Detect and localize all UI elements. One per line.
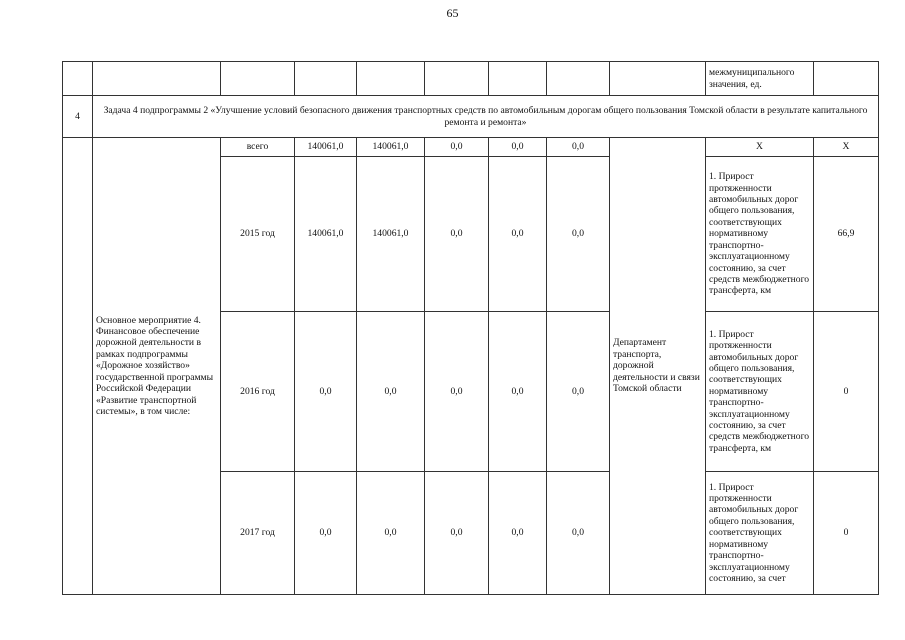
task-number: 4 <box>63 96 93 138</box>
federal: 140061,0 <box>357 157 425 312</box>
cell-empty <box>63 138 93 595</box>
indicator: 1. Прирост протяженности автомобильных дорог общего пользования, соответствующих нормативному транспортно-эксплуатационному состоянию, за счет средств межбюджетного трансферта, км <box>706 312 814 472</box>
extra: 0,0 <box>547 472 610 595</box>
indicator: Х <box>706 138 814 157</box>
regional: 0,0 <box>425 472 489 595</box>
prev-row <box>63 62 879 96</box>
cell-empty <box>295 62 357 96</box>
cell-empty <box>63 62 93 96</box>
cell-empty <box>547 62 610 96</box>
regional: 0,0 <box>425 157 489 312</box>
prev-indicator: межмуниципального значения, ед. <box>706 62 814 96</box>
page-number: 65 <box>446 6 459 20</box>
federal: 140061,0 <box>357 138 425 157</box>
indicator-value: Х <box>814 138 879 157</box>
extra: 0,0 <box>547 138 610 157</box>
task-row <box>63 96 879 138</box>
cell-empty <box>610 62 706 96</box>
total: 0,0 <box>295 312 357 472</box>
cell-empty <box>221 62 295 96</box>
cell-empty <box>814 62 879 96</box>
local: 0,0 <box>489 157 547 312</box>
extra: 0,0 <box>547 312 610 472</box>
cell-empty <box>425 62 489 96</box>
table-row <box>63 138 879 157</box>
indicator-value: 66,9 <box>814 157 879 312</box>
period: всего <box>221 138 295 157</box>
task-title: Задача 4 подпрограммы 2 «Улучшение условий безопасного движения транспортных средств по автомобильным дорогам общего пользования Томской области в результате капитального ремонта и ремонта» <box>93 96 879 138</box>
local: 0,0 <box>489 472 547 595</box>
program-table <box>62 61 879 595</box>
total: 140061,0 <box>295 157 357 312</box>
indicator-value: 0 <box>814 312 879 472</box>
cell-empty <box>93 62 221 96</box>
total: 0,0 <box>295 472 357 595</box>
regional: 0,0 <box>425 312 489 472</box>
extra: 0,0 <box>547 157 610 312</box>
period: 2016 год <box>221 312 295 472</box>
federal: 0,0 <box>357 472 425 595</box>
indicator-value: 0 <box>814 472 879 595</box>
total: 140061,0 <box>295 138 357 157</box>
period: 2017 год <box>221 472 295 595</box>
federal: 0,0 <box>357 312 425 472</box>
activity-name: Основное мероприятие 4. Финансовое обеспечение дорожной деятельности в рамках подпрограммы «Дорожное хозяйство» государственной программы Российской Федерации «Развитие транспортной системы», в том числе: <box>93 138 221 595</box>
cell-empty <box>489 62 547 96</box>
executor: Департамент транспорта, дорожной деятельности и связи Томской области <box>610 138 706 595</box>
cell-empty <box>357 62 425 96</box>
indicator: 1. Прирост протяженности автомобильных дорог общего пользования, соответствующих нормативному транспортно-эксплуатационному состоянию, за счет средств межбюджетного трансферта, км <box>706 157 814 312</box>
local: 0,0 <box>489 312 547 472</box>
indicator: 1. Прирост протяженности автомобильных дорог общего пользования, соответствующих нормативному транспортно-эксплуатационному состоянию, за счет <box>706 472 814 595</box>
local: 0,0 <box>489 138 547 157</box>
regional: 0,0 <box>425 138 489 157</box>
period: 2015 год <box>221 157 295 312</box>
